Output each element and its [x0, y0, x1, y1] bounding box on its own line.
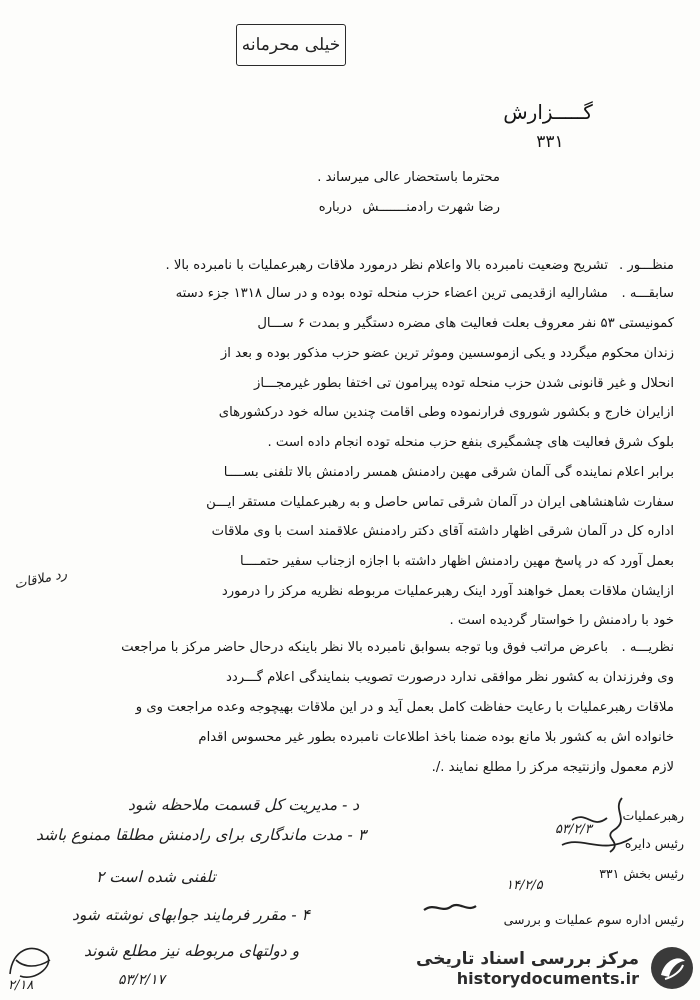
report-title: گـــــزارش — [503, 100, 593, 124]
handwritten-date: ۲/۱۸ — [8, 978, 34, 993]
body-line: برابر اعلام نماینده گی آلمان شرقی مهین رادمنش همسر رادمنش بالا تلفنی بســــا — [223, 465, 674, 480]
watermark-url: historydocuments.ir — [456, 968, 639, 988]
body-line: مشارالیه ازقدیمی ترین اعضاء حزب منحله توده بوده و در سال ۱۳۱۸ جزء دسته — [175, 286, 608, 301]
body-line: انحلال و غیر قانونی شدن حزب منحله توده پیرامون تی اختفا بطور غیرمجـــاز — [253, 376, 674, 391]
initials-scribble — [2, 930, 62, 990]
handwritten-date: ۵۳/۲/۱۷ — [118, 972, 166, 988]
label-purpose: منظـــور . — [618, 258, 674, 273]
body-line: خود با رادمنش را خواستار گردیده است . — [449, 613, 674, 628]
signature-analyst: رئیس اداره سوم عملیات و بررسی — [503, 912, 684, 927]
body-line: لازم معمول وازنتیجه مرکز را مطلع نمایند ./. — [431, 760, 674, 775]
body-line: ازایران خارج و بکشور شوروی فرارنموده وطی اقامت چندین ساله خود درکشورهای — [218, 405, 674, 420]
signature-leader: رهبرعملیات — [622, 808, 684, 823]
body-line: خانواده اش به کشور بلا مانع بوده ضمنا باخذ اطلاعات نامبرده بطور غیر محسوس اقدام — [198, 730, 674, 745]
watermark-title: مرکز بررسی اسناد تاریخی — [416, 948, 639, 969]
handwritten-line: ۴ - مقرر فرمایند جوابهای نوشته شود — [72, 906, 310, 924]
body-line: زندان محکوم میگردد و یکی ازموسسین وموثر ترین عضو حزب مذکور بوده و بعد از — [220, 346, 674, 361]
handwritten-line: تلفنی شده است ۲ — [96, 868, 216, 886]
body-line: ازایشان ملاقات بعمل خواهند آورد اینک رهبرعملیات مربوطه نظریه مرکز را درمورد — [221, 584, 674, 599]
classification-stamp: خیلی محرمانه — [236, 24, 346, 66]
body-line: سفارت شاهنشاهی ایران در آلمان شرقی تماس حاصل و به رهبرعملیات مستقر ایـــن — [206, 495, 674, 510]
signature-head: رئیس بخش ۳۳۱ — [599, 866, 684, 881]
body-line: کمونیستی ۵۳ نفر معروف بعلت فعالیت های مضره دستگیر و بمدت ۶ ســـال — [257, 316, 674, 331]
signature-scribble — [552, 790, 642, 860]
handwritten-line: و دولتهای مربوطه نیز مطلع شوند — [84, 942, 300, 960]
body-line: ملاقات رهبرعملیات با رعایت حفاظت کامل بعمل آید و در این ملاقات بهیچوجه وعده مراجعت وی و — [135, 700, 674, 715]
body-line: وی وفرزندان به کشور نظر موافقی ندارد درصورت تصویب بنمایندگی اعلام گـــردد — [226, 670, 674, 685]
signature-chief: رئیس دایره — [624, 836, 684, 851]
body-line: بلوک شرق فعالیت های چشمگیری بنفع حزب منحله توده انجام داده است . — [267, 435, 674, 450]
subject-text: رضا شهرت رادمنـــــــش — [362, 200, 500, 215]
body-line: تشریح وضعیت نامبرده بالا واعلام نظر درمورد ملاقات رهبرعملیات با نامبرده بالا . — [165, 258, 608, 273]
archive-logo-icon — [649, 945, 695, 991]
watermark — [405, 940, 695, 996]
handwritten-line: د - مدیریت کل قسمت ملاحظه شود — [128, 796, 360, 814]
greeting: محترما باستحضار عالی میرساند . — [317, 170, 500, 185]
signature-head-date: ۱۴/۲/۵ — [506, 878, 543, 893]
subject-label: درباره — [318, 200, 352, 215]
body-line: بعمل آورد که در پاسخ مهین رادمنش اظهار داشته با اجازه ازجناب سفیر حتمــــا — [239, 554, 674, 569]
margin-note: رد ملاقات — [13, 566, 69, 593]
label-background: سابقـــه . — [621, 286, 674, 301]
body-line: اداره کل در آلمان شرقی اظهار داشته آقای دکتر رادمنش علاقمند است با وی ملاقات — [211, 524, 674, 539]
signature-scribble — [420, 900, 480, 916]
signature-leader-date: ۵۳/۲/۳ — [555, 822, 592, 837]
label-opinion: نظریـــه . — [621, 640, 674, 655]
handwritten-line: ۳ - مدت ماندگاری برای رادمنش مطلقا ممنوع باشد — [36, 826, 367, 844]
body-line: باعرض مراتب فوق وبا توجه بسوابق نامبرده بالا نظر باینکه درحال حاضر مرکز با مراجعت — [121, 640, 608, 655]
report-number: ۳۳۱ — [536, 132, 564, 152]
